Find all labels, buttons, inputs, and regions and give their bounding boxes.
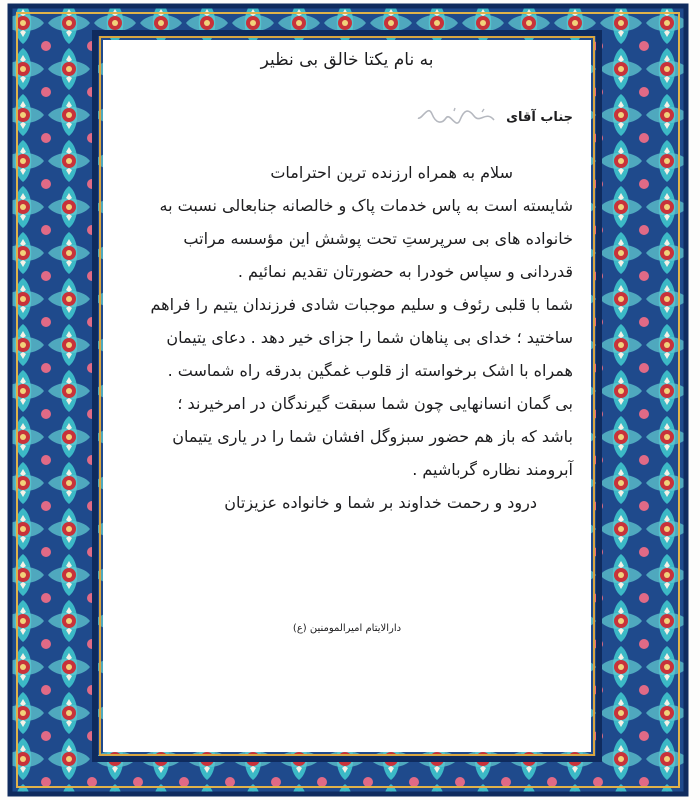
letter-text	[113, 156, 573, 519]
letter-line: ساختید ؛ خدای بی پناهان شما را جزای خیر دهد . دعای یتیمان	[166, 328, 573, 347]
addressee-label: جناب آقای	[506, 109, 573, 125]
letter-line: آبرومند نظاره گرباشیم .	[412, 460, 573, 479]
letter-line: قدردانی و سپاس خودرا به حضورتان تقدیم نمائیم .	[237, 262, 573, 281]
letter-line: همراه با اشک برخواسته از قلوب غمگین بدرقه راه شماست .	[167, 361, 573, 380]
letter-line: سلام به همراه ارزنده ترین احترامات	[270, 163, 513, 182]
addressee	[414, 106, 573, 128]
letter-line: شما با قلبی رئوف و سلیم موجبات شادی فرزندان یتیم را فراهم	[150, 295, 573, 314]
letter-line: بی گمان انسانهایی چون شما سبقت گیرندگان در امرخیرند ؛	[177, 394, 573, 413]
letter-line: باشد که باز هم حضور سبزوگل افشان شما را در یاری یتیمان	[172, 427, 573, 446]
letter-body	[103, 40, 591, 752]
letter-closing: درود و رحمت خداوند بر شما و خانواده عزیزتان	[224, 493, 537, 512]
letter-line: خانواده های بی سرپرستِ تحت پوشش این مؤسسه مراتب	[183, 229, 573, 248]
letter-heading: به نام یکتا خالق بی نظیر	[260, 50, 434, 70]
signature: دارالایتام امیرالمومنین (ع)	[292, 623, 402, 634]
handwritten-name	[414, 106, 498, 128]
letter-line: شایسته است به پاس خدمات پاک و خالصانه جنابعالی نسبت به	[159, 196, 573, 215]
